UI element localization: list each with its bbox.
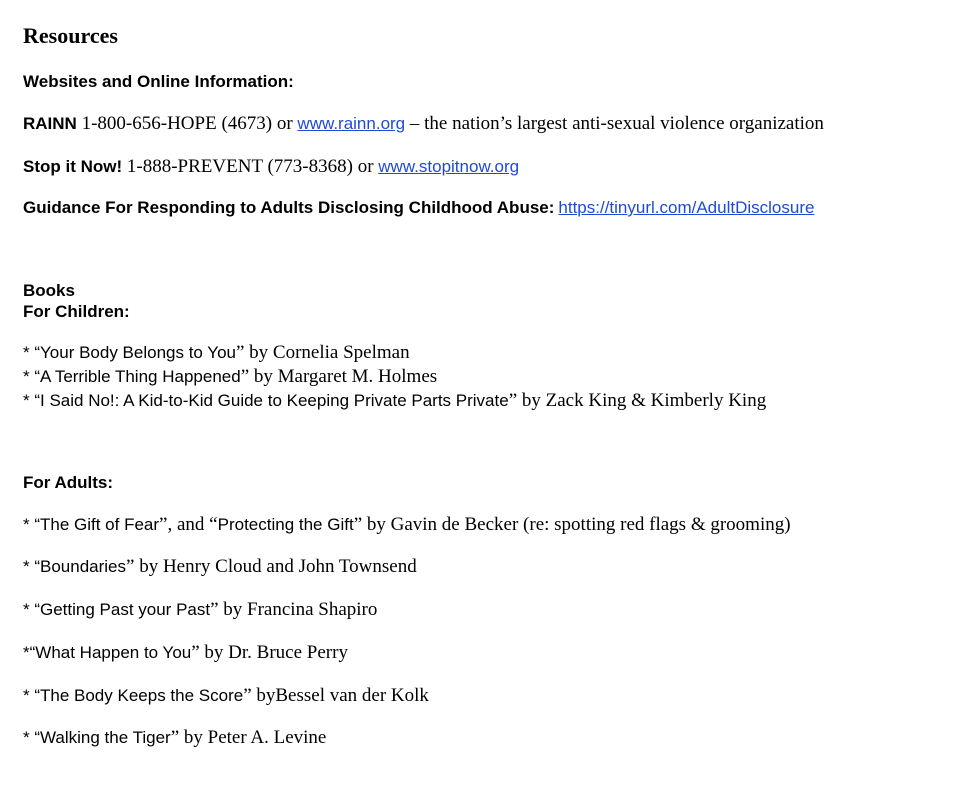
book-title: The Gift of Fear [40,515,160,534]
adults-book-item [23,685,429,708]
stopitnow-link[interactable]: www.stopitnow.org [378,157,520,176]
book-author: ” by Henry Cloud and John Townsend [126,556,417,577]
book-prefix: * “ [23,557,40,576]
book-title: What Happen to You [35,643,192,662]
guidance-label: Guidance For Responding to Adults Disclosing Childhood Abuse: [23,198,555,217]
book-prefix: * “ [23,600,40,619]
book-prefix: * “ [23,515,40,534]
adults-heading: For Adults: [23,473,114,492]
book-title: Walking the Tiger [40,728,171,747]
stopitnow-phone: 1-888-PREVENT (773-8368) or [122,156,379,177]
adults-book-item [23,556,417,579]
children-book-item [23,390,766,413]
book-author: ” by Gavin de Becker (re: spotting red flags & grooming) [353,514,791,535]
book-prefix: * “ [23,391,40,410]
page-title: Resources [23,23,118,48]
rainn-description: – the nation’s largest anti-sexual violence organization [405,113,824,134]
adults-book-item [23,727,326,750]
guidance-entry [23,197,814,220]
book-prefix: *“ [23,643,36,662]
children-book-item [23,342,410,365]
adults-book-item [23,514,791,537]
book-title: Getting Past your Past [40,600,211,619]
children-heading: For Children: [23,302,130,321]
book-title: Your Body Belongs to You [40,343,236,362]
book-author: ” by Margaret M. Holmes [240,366,438,387]
stopitnow-entry [23,156,519,179]
books-heading: Books [23,281,75,300]
guidance-link[interactable]: https://tinyurl.com/AdultDisclosure [558,198,815,217]
rainn-phone: 1-800-656-HOPE (4673) or [76,113,298,134]
book-author: ” by Francina Shapiro [210,599,378,620]
rainn-name: RAINN [23,114,77,133]
book-author: ” by Dr. Bruce Perry [191,642,348,663]
book-title: I Said No!: A Kid-to-Kid Guide to Keeping Private Parts Private [40,391,509,410]
book-title: The Body Keeps the Score [40,686,244,705]
rainn-link[interactable]: www.rainn.org [297,114,406,133]
book-prefix: * “ [23,728,40,747]
book-prefix: * “ [23,367,40,386]
book-title-2: Protecting the Gift [217,515,354,534]
book-joiner: ”, and “ [159,514,218,535]
rainn-entry [23,113,824,136]
book-title: Boundaries [40,557,127,576]
websites-heading: Websites and Online Information: [23,72,294,91]
book-author: ” by Cornelia Spelman [235,342,410,363]
stopitnow-name: Stop it Now! [23,157,123,176]
children-book-item [23,366,437,389]
book-title: A Terrible Thing Happened [40,367,241,386]
book-author: ” by Zack King & Kimberly King [508,390,767,411]
book-prefix: * “ [23,686,40,705]
book-author: ” byBessel van der Kolk [243,685,429,706]
adults-book-item [23,642,348,665]
adults-book-item [23,599,377,622]
book-prefix: * “ [23,343,40,362]
book-author: ” by Peter A. Levine [170,727,327,748]
